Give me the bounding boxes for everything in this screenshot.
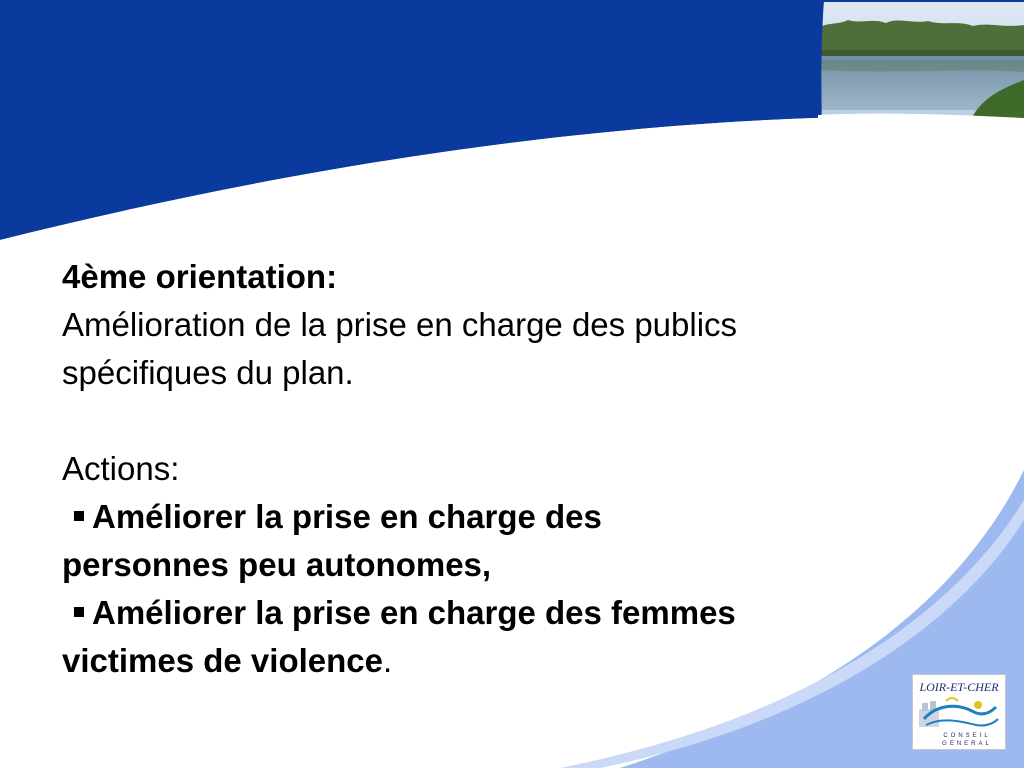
bullet-2-text-2: victimes de violence	[62, 642, 383, 679]
spacer	[62, 397, 902, 445]
subtitle-line-1: Amélioration de la prise en charge des publics	[62, 306, 738, 343]
loir-et-cher-logo	[912, 674, 1006, 750]
bullet-2-trailing: .	[383, 642, 393, 679]
loir-et-cher-emblem-icon	[916, 695, 1002, 731]
bullet-1-text-1: Améliorer la prise en charge des	[92, 498, 602, 535]
slide-heading: 4ème orientation:	[62, 258, 338, 295]
bullet-2-line-2	[62, 637, 902, 685]
bullet-1-text-2: personnes peu autonomes,	[62, 546, 492, 583]
subtitle-line-2: spécifiques du plan.	[62, 354, 354, 391]
lake-photo	[818, 0, 1024, 126]
logo-line-1: CONSEIL	[943, 733, 991, 739]
logo-line-2: GENERAL	[942, 741, 992, 747]
square-bullet-icon	[74, 607, 84, 617]
bullet-2-text-1: Améliorer la prise en charge des femmes	[92, 594, 736, 631]
square-bullet-icon	[74, 511, 84, 521]
logo-title: LOIR-ET-CHER	[919, 680, 999, 694]
bullet-2-line-1	[62, 589, 902, 637]
actions-label: Actions:	[62, 450, 180, 487]
slide-body	[62, 253, 902, 685]
bullet-1-line-1	[62, 493, 902, 541]
